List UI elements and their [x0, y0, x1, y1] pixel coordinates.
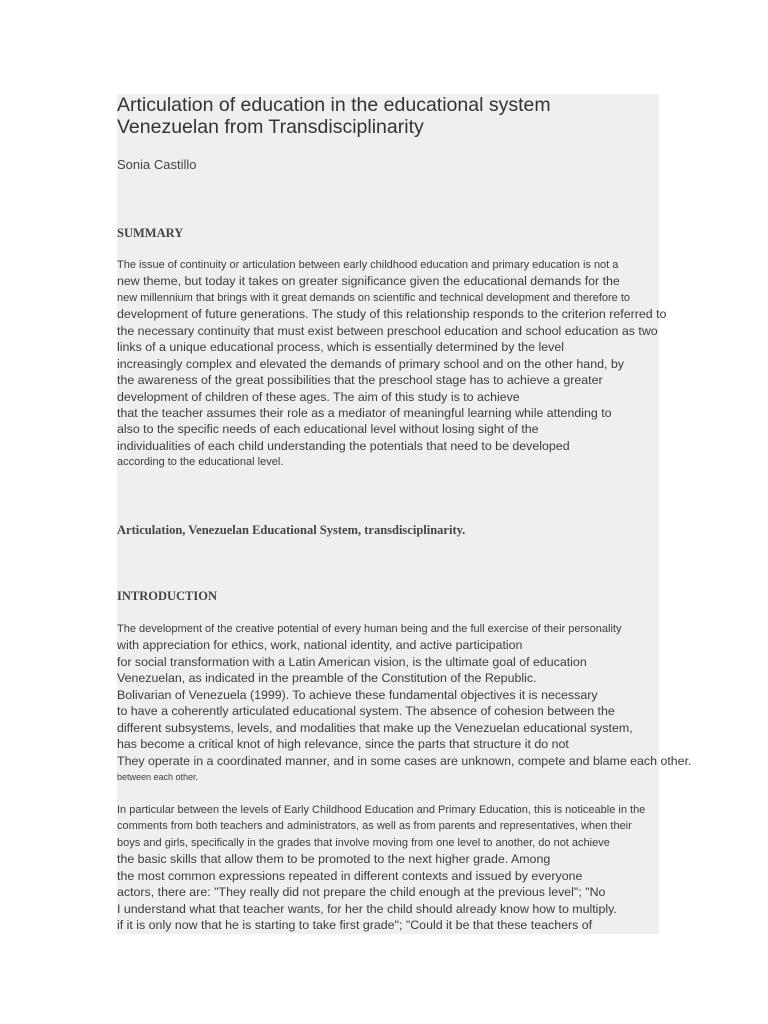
- text-line: actors, there are: "They really did not prepare the child enough at the previous level"; "No: [117, 885, 606, 900]
- text-line: Venezuelan, as indicated in the preamble of the Constitution of the Republic.: [117, 671, 537, 686]
- text-line: development of children of these ages. The aim of this study is to achieve: [117, 389, 520, 404]
- text-line: increasingly complex and elevated the demands of primary school and on the other hand, by: [117, 356, 624, 371]
- text-line: In particular between the levels of Early Childhood Education and Primary Education, this is noticeable in the: [117, 804, 646, 816]
- text-line: according to the educational level.: [117, 456, 284, 469]
- text-line: comments from both teachers and administrators, as well as from parents and representatives, when their: [117, 820, 632, 833]
- intro-paragraph-1: [117, 621, 692, 785]
- text-line: They operate in a coordinated manner, and in some cases are unknown, compete and blame each other.: [117, 753, 692, 768]
- text-line: Bolivarian of Venezuela (1999). To achieve these fundamental objectives it is necessary: [117, 687, 598, 702]
- title-line: Articulation of education in the educational system: [117, 94, 551, 116]
- text-line: the necessary continuity that must exist between preschool education and school education as two: [117, 323, 658, 338]
- text-line: development of future generations. The study of this relationship responds to the criterion referred to: [117, 307, 667, 322]
- introduction-heading: INTRODUCTION: [117, 589, 218, 603]
- text-line: links of a unique educational process, which is essentially determined by the level: [117, 340, 565, 355]
- text-line: also to the specific needs of each educational level without losing sight of the: [117, 422, 539, 437]
- summary-paragraph: [117, 257, 687, 471]
- text-line: new theme, but today it takes on greater significance given the educational demands for the: [117, 274, 620, 289]
- intro-paragraph-2: [117, 802, 687, 934]
- text-line: The development of the creative potential of every human being and the full exercise of their personality: [117, 623, 622, 635]
- text-line: the basic skills that allow them to be promoted to the next higher grade. Among: [117, 852, 551, 867]
- keywords: Articulation, Venezuelan Educational System, transdisciplinarity.: [117, 523, 466, 537]
- summary-heading: SUMMARY: [117, 226, 184, 240]
- text-line: The issue of continuity or articulation between early childhood education and primary education is not a: [117, 259, 619, 271]
- document-title: [117, 94, 677, 138]
- text-line: I understand what that teacher wants, for her the child should already know how to multiply.: [117, 901, 617, 916]
- text-line: that the teacher assumes their role as a mediator of meaningful learning while attending to: [117, 405, 612, 420]
- text-line: has become a critical knot of high relevance, since the parts that structure it do not: [117, 737, 569, 752]
- title-line: Venezuelan from Transdisciplinarity: [117, 116, 424, 138]
- text-line: between each other.: [117, 771, 199, 782]
- text-line: new millennium that brings with it great demands on scientific and technical development and therefore to: [117, 291, 631, 304]
- text-line: with appreciation for ethics, work, national identity, and active participation: [117, 638, 523, 653]
- author-name: Sonia Castillo: [117, 157, 197, 172]
- text-line: if it is only now that he is starting to take first grade"; "Could it be that these teachers of: [117, 918, 593, 933]
- text-line: boys and girls, specifically in the grades that involve moving from one level to another, do not achieve: [117, 836, 610, 849]
- text-line: to have a coherently articulated educational system. The absence of cohesion between the: [117, 704, 615, 719]
- text-line: for social transformation with a Latin American vision, is the ultimate goal of education: [117, 654, 587, 669]
- text-line: the most common expressions repeated in different contexts and issued by everyone: [117, 868, 583, 883]
- text-line: individualities of each child understanding the potentials that need to be developed: [117, 438, 570, 453]
- text-line: the awareness of the great possibilities that the preschool stage has to achieve a greater: [117, 373, 603, 388]
- text-line: different subsystems, levels, and modalities that make up the Venezuelan educational system,: [117, 720, 633, 735]
